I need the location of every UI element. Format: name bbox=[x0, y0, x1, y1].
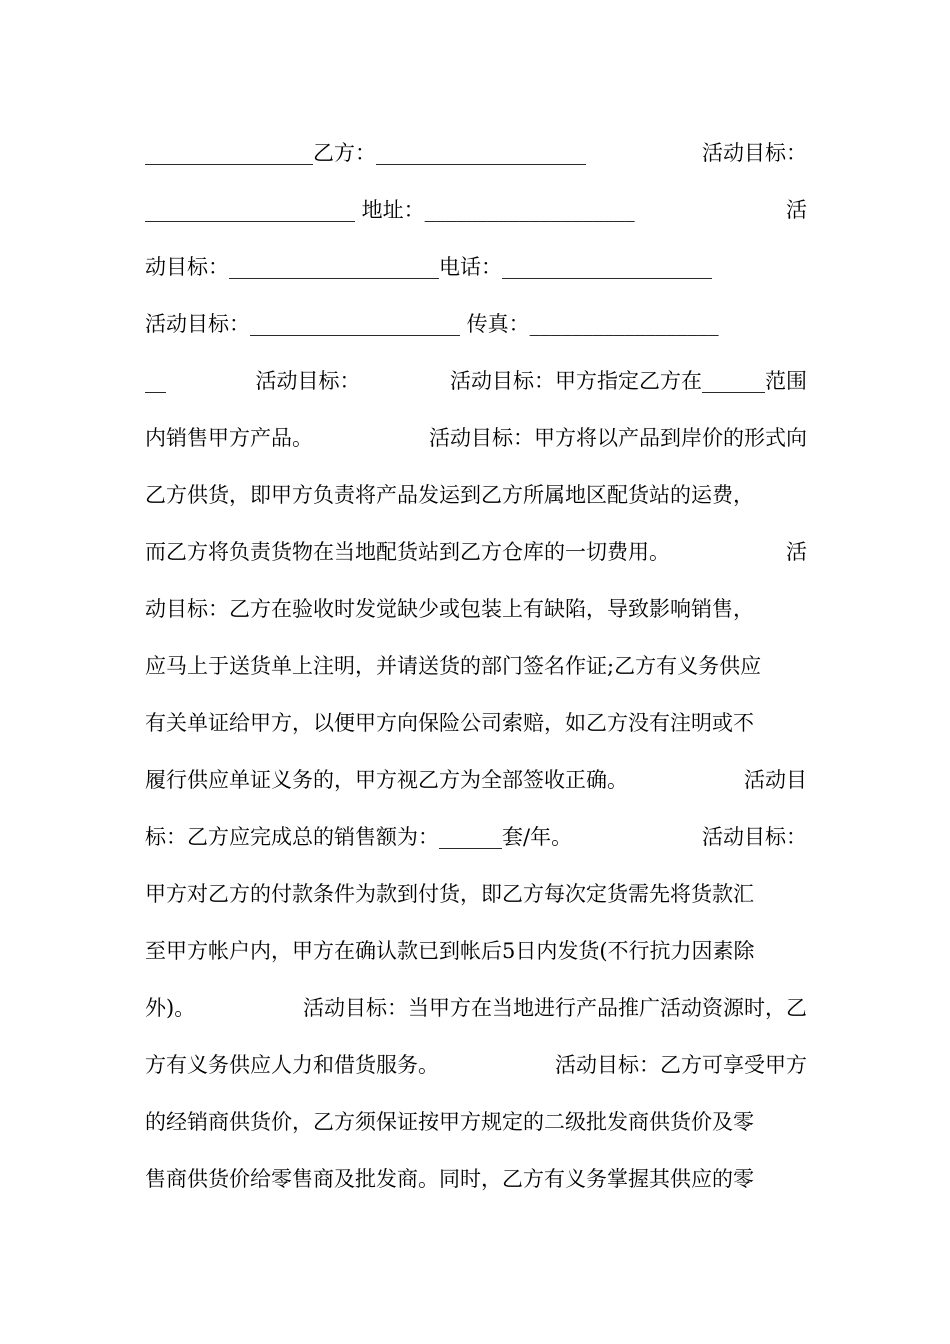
text-segment: 乙方供货，即甲方负责将产品发运到乙方所属地区配货站的运费， bbox=[145, 483, 754, 507]
text-segment: 方有义务供应人力和借货服务。 bbox=[145, 1053, 439, 1077]
text-segment: 甲方对乙方的付款条件为款到付货，即乙方每次定货需先将货款汇 bbox=[145, 882, 754, 906]
text-segment: 活 bbox=[786, 198, 807, 222]
contract-text-body bbox=[145, 125, 807, 1208]
text-segment: 活动目标：甲方指定乙方在______范围 bbox=[450, 369, 807, 393]
text-segment: 活动目标： bbox=[255, 369, 361, 393]
text-segment: 外)。 bbox=[145, 996, 196, 1020]
text-segment: 活 bbox=[786, 540, 807, 564]
text-segment: 活动目标：甲方将以产品到岸价的形式向 bbox=[429, 426, 807, 450]
text-line bbox=[145, 1037, 807, 1094]
text-line bbox=[145, 695, 807, 752]
text-line bbox=[145, 980, 807, 1037]
text-segment: 售商供货价给零售商及批发商。同时，乙方有义务掌握其供应的零 bbox=[145, 1167, 754, 1191]
text-line bbox=[145, 410, 807, 467]
text-segment: 活动目 bbox=[744, 768, 807, 792]
text-segment: 活动目标：当甲方在当地进行产品推广活动资源时，乙 bbox=[303, 996, 807, 1020]
text-segment: 动目标：____________________电话：____________________ bbox=[145, 255, 712, 279]
text-segment: 动目标：乙方在验收时发觉缺少或包装上有缺陷，导致影响销售， bbox=[145, 597, 754, 621]
text-segment: ____________________ 地址：____________________ bbox=[145, 198, 635, 222]
text-segment: ________________乙方：____________________ bbox=[145, 141, 586, 165]
text-segment: 标：乙方应完成总的销售额为：______套/年。 bbox=[145, 825, 573, 849]
text-segment: 活动目标：乙方可享受甲方 bbox=[555, 1053, 807, 1077]
text-line bbox=[145, 296, 807, 353]
text-line bbox=[145, 923, 807, 980]
text-line bbox=[145, 467, 807, 524]
text-line bbox=[145, 581, 807, 638]
text-segment: 应马上于送货单上注明，并请送货的部门签名作证;乙方有义务供应 bbox=[145, 654, 762, 678]
text-line bbox=[145, 809, 807, 866]
text-segment: 至甲方帐户内，甲方在确认款已到帐后5日内发货(不行抗力因素除 bbox=[145, 939, 755, 963]
text-line bbox=[145, 239, 807, 296]
text-segment: 活动目标： bbox=[702, 141, 807, 165]
text-line bbox=[145, 866, 807, 923]
text-line bbox=[145, 524, 807, 581]
text-segment: 而乙方将负责货物在当地配货站到乙方仓库的一切费用。 bbox=[145, 540, 670, 564]
text-line bbox=[145, 1094, 807, 1151]
text-line bbox=[145, 1151, 807, 1208]
text-segment: 活动目标：____________________ 传真：__________________ bbox=[145, 312, 719, 336]
text-segment: 有关单证给甲方，以便甲方向保险公司索赔，如乙方没有注明或不 bbox=[145, 711, 754, 735]
text-segment: 履行供应单证义务的，甲方视乙方为全部签收正确。 bbox=[145, 768, 628, 792]
text-segment: 活动目标： bbox=[702, 825, 807, 849]
text-segment: 内销售甲方产品。 bbox=[145, 426, 313, 450]
text-line bbox=[145, 752, 807, 809]
text-line bbox=[145, 125, 807, 182]
text-segment: __ bbox=[145, 369, 166, 393]
text-line bbox=[145, 353, 807, 410]
text-line bbox=[145, 182, 807, 239]
text-line bbox=[145, 638, 807, 695]
text-segment: 的经销商供货价，乙方须保证按甲方规定的二级批发商供货价及零 bbox=[145, 1110, 754, 1134]
